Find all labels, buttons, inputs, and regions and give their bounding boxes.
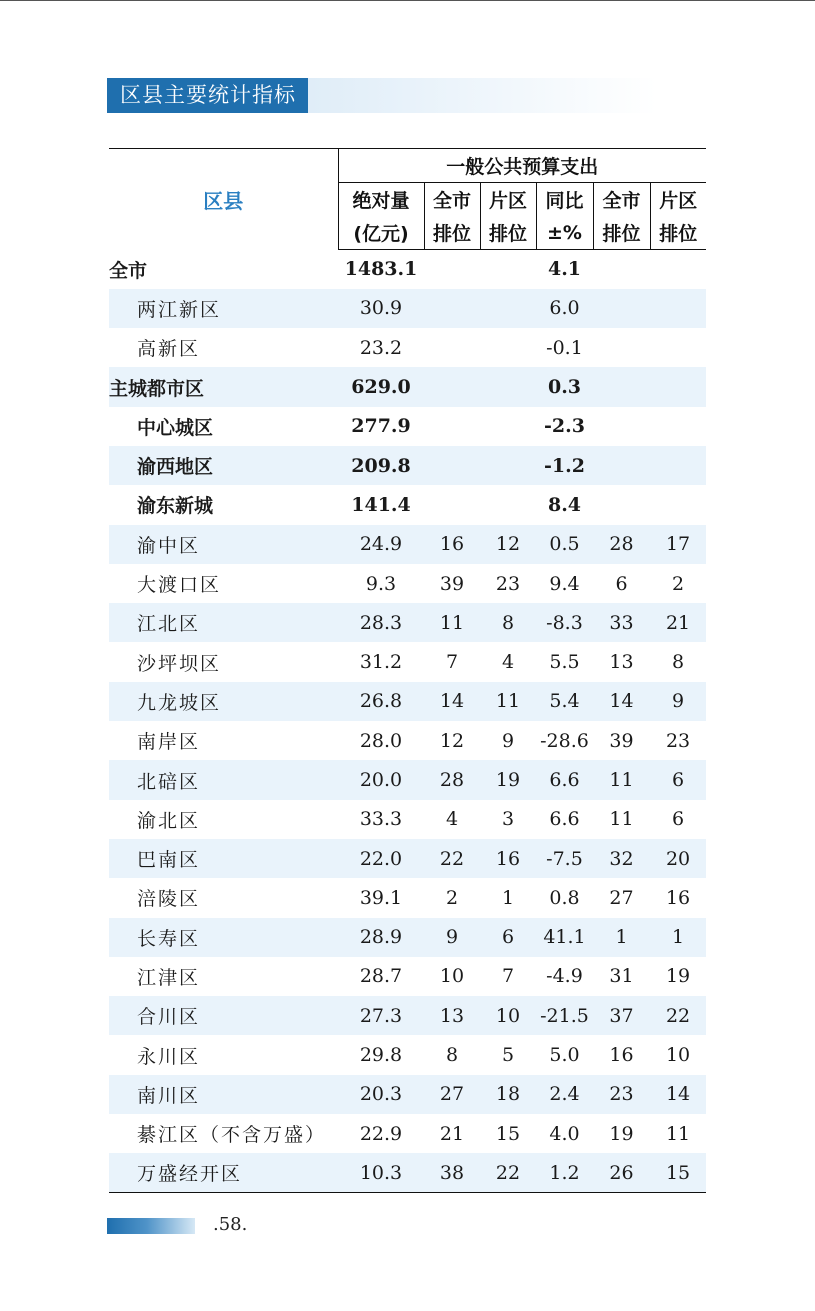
yoy-value: 6.0 (549, 297, 580, 320)
yoy-city-rank (593, 485, 650, 524)
city-rank (424, 289, 480, 328)
header-region-rank-l2: 排位 (480, 216, 536, 250)
region-rank: 22 (495, 1161, 521, 1184)
table-row (109, 1075, 706, 1114)
abs-value: 23.2 (359, 336, 403, 359)
city-rank: 22 (439, 847, 465, 870)
abs-value: 28.3 (359, 611, 403, 634)
county-name: 綦江区（不含万盛） (137, 1124, 327, 1147)
yoy-region-rank (650, 328, 706, 367)
city-rank (424, 367, 480, 406)
table-row (109, 525, 706, 564)
yoy-region-rank: 8 (671, 651, 685, 674)
yoy-region-rank: 11 (665, 1122, 691, 1145)
yoy-city-rank: 31 (609, 965, 634, 988)
region-rank: 18 (495, 1083, 521, 1106)
table-row (109, 407, 706, 446)
abs-value: 1483.1 (344, 258, 418, 281)
yoy-value: 0.3 (547, 376, 582, 399)
yoy-value: -28.6 (540, 729, 589, 752)
header-yoy-region-rank-l2: 排位 (650, 216, 706, 250)
yoy-region-rank: 10 (665, 1044, 691, 1067)
abs-value: 629.0 (351, 376, 411, 399)
table-row (109, 1035, 706, 1074)
yoy-city-rank: 37 (609, 1004, 634, 1027)
yoy-city-rank (593, 250, 650, 289)
header-city-rank-l1: 全市 (424, 183, 480, 217)
page-title: 区县主要统计指标 (107, 78, 308, 113)
city-rank: 9 (445, 926, 459, 949)
county-name: 两江新区 (137, 298, 222, 321)
yoy-value: -2.3 (544, 415, 585, 438)
city-rank: 16 (439, 533, 465, 556)
region-rank: 9 (501, 729, 515, 752)
city-rank: 28 (439, 769, 465, 791)
yoy-value: -21.5 (540, 1004, 589, 1027)
yoy-value: -4.9 (546, 965, 583, 988)
table-row (109, 721, 706, 760)
county-name: 合川区 (137, 1006, 201, 1029)
yoy-region-rank (650, 446, 706, 485)
county-name: 渝东新城 (137, 495, 214, 518)
region-rank (480, 250, 536, 289)
county-name: 巴南区 (137, 849, 201, 872)
header-yoy-l2: ±% (536, 216, 593, 250)
region-rank: 8 (501, 611, 515, 634)
table-row (109, 878, 706, 917)
abs-value: 22.9 (359, 1122, 403, 1145)
county-name: 南川区 (137, 1084, 201, 1107)
table-row (109, 760, 706, 799)
yoy-region-rank (650, 289, 706, 328)
yoy-city-rank (593, 407, 650, 446)
region-rank: 16 (495, 847, 521, 870)
city-rank: 21 (439, 1122, 465, 1145)
region-rank: 5 (501, 1044, 515, 1067)
yoy-city-rank: 32 (609, 847, 634, 870)
yoy-city-rank: 26 (609, 1161, 634, 1184)
city-rank: 39 (439, 572, 465, 595)
table-row (109, 1114, 706, 1153)
yoy-region-rank: 1 (671, 926, 685, 949)
city-rank: 27 (439, 1083, 465, 1106)
yoy-value: 4.0 (549, 1122, 580, 1145)
yoy-value: 5.5 (549, 651, 580, 674)
abs-value: 27.3 (359, 1004, 403, 1027)
abs-value: 22.0 (359, 847, 403, 870)
header-region-rank-l1: 片区 (480, 183, 536, 217)
county-name: 南岸区 (137, 731, 201, 754)
yoy-region-rank: 21 (665, 611, 691, 634)
county-name: 北碚区 (137, 770, 201, 793)
abs-value: 209.8 (351, 454, 411, 477)
table-row (109, 289, 706, 328)
abs-value: 33.3 (359, 808, 403, 831)
abs-value: 31.2 (359, 651, 403, 674)
yoy-city-rank: 1 (615, 926, 628, 949)
yoy-value: 9.4 (549, 572, 580, 595)
header-yoy-region-rank-l1: 片区 (650, 183, 706, 217)
region-rank (480, 407, 536, 446)
yoy-city-rank: 23 (609, 1083, 634, 1106)
region-rank: 19 (495, 769, 521, 791)
table-row (109, 996, 706, 1035)
yoy-value: 2.4 (549, 1083, 580, 1106)
yoy-value: 4.1 (547, 258, 582, 281)
yoy-city-rank: 11 (609, 808, 634, 831)
region-rank: 3 (501, 808, 515, 831)
header-budget-expenditure: 一般公共预算支出 (338, 149, 706, 183)
county-name: 主城都市区 (109, 377, 205, 400)
abs-value: 28.9 (359, 926, 403, 949)
region-rank (480, 485, 536, 524)
region-rank: 6 (501, 926, 515, 949)
header-county: 区县 (109, 149, 338, 250)
yoy-city-rank: 39 (609, 729, 634, 752)
county-name: 中心城区 (137, 416, 214, 439)
city-rank: 13 (439, 1004, 465, 1027)
city-rank: 4 (445, 808, 459, 831)
header-abs-l2: (亿元) (338, 216, 424, 250)
region-rank: 15 (495, 1122, 521, 1145)
yoy-region-rank: 16 (665, 886, 691, 909)
yoy-city-rank: 27 (609, 886, 634, 909)
region-rank: 12 (495, 533, 521, 556)
yoy-value: 8.4 (547, 493, 582, 516)
header-abs-l1: 绝对量 (352, 190, 410, 212)
county-name: 长寿区 (137, 927, 201, 950)
yoy-region-rank: 23 (665, 729, 691, 752)
yoy-region-rank: 17 (665, 533, 691, 556)
yoy-value: 6.6 (549, 808, 580, 831)
yoy-region-rank: 15 (665, 1161, 691, 1184)
yoy-region-rank: 22 (665, 1004, 691, 1027)
abs-value: 30.9 (359, 297, 403, 320)
county-name: 渝中区 (137, 534, 201, 557)
yoy-value: 5.4 (549, 690, 580, 713)
abs-value: 26.8 (359, 690, 403, 713)
county-name: 永川区 (137, 1045, 201, 1068)
abs-value: 141.4 (351, 493, 411, 516)
yoy-region-rank: 9 (671, 690, 685, 713)
yoy-value: -8.3 (546, 611, 583, 634)
page-number: .58. (213, 1214, 248, 1235)
table-row (109, 328, 706, 367)
region-rank: 1 (501, 886, 515, 909)
city-rank (424, 446, 480, 485)
top-rule (0, 0, 815, 1)
table-row (109, 800, 706, 839)
yoy-value: -7.5 (546, 847, 583, 870)
yoy-value: -0.1 (546, 336, 583, 359)
header-yoy-l1: 同比 (536, 183, 593, 217)
county-name: 渝北区 (137, 809, 201, 832)
city-rank: 7 (445, 651, 459, 674)
table-row (109, 682, 706, 721)
region-rank: 11 (495, 690, 521, 713)
yoy-city-rank: 33 (609, 611, 634, 634)
county-name: 江北区 (137, 613, 201, 636)
county-name: 万盛经开区 (137, 1163, 243, 1186)
yoy-city-rank (593, 446, 650, 485)
region-rank (480, 289, 536, 328)
region-rank (480, 446, 536, 485)
city-rank: 2 (445, 886, 459, 909)
city-rank: 38 (439, 1161, 465, 1184)
yoy-region-rank (650, 407, 706, 446)
county-name: 渝西地区 (137, 456, 214, 479)
header-city-rank-l2: 排位 (424, 216, 480, 250)
table-row (109, 918, 706, 957)
yoy-city-rank (593, 367, 650, 406)
statistics-table (109, 148, 706, 1193)
yoy-city-rank (593, 328, 650, 367)
table-row (109, 367, 706, 406)
yoy-value: 41.1 (543, 926, 586, 949)
yoy-value: 0.8 (549, 886, 580, 909)
table-row (109, 642, 706, 681)
region-rank: 4 (501, 651, 515, 674)
yoy-city-rank: 28 (609, 533, 634, 556)
table-row (109, 485, 706, 524)
yoy-value: -1.2 (544, 454, 585, 477)
region-rank (480, 328, 536, 367)
yoy-value: 0.5 (549, 533, 580, 556)
region-rank: 23 (495, 572, 521, 595)
yoy-city-rank: 19 (609, 1122, 634, 1145)
city-rank: 14 (439, 690, 465, 713)
county-name: 沙坪坝区 (137, 652, 222, 675)
abs-value: 20.3 (359, 1083, 403, 1106)
city-rank: 12 (439, 729, 465, 752)
region-rank: 7 (501, 965, 515, 988)
abs-value: 277.9 (351, 415, 411, 438)
city-rank: 8 (445, 1044, 459, 1067)
city-rank: 10 (439, 965, 465, 988)
region-rank (480, 367, 536, 406)
abs-value: 39.1 (359, 886, 403, 909)
city-rank: 11 (439, 611, 465, 634)
county-name: 全市 (109, 259, 148, 282)
yoy-city-rank: 11 (609, 769, 634, 791)
yoy-region-rank (650, 250, 706, 289)
table-row (109, 250, 706, 289)
region-rank: 10 (495, 1004, 521, 1027)
footer-bar (107, 1218, 195, 1234)
yoy-value: 1.2 (549, 1161, 580, 1184)
yoy-city-rank: 16 (609, 1044, 634, 1067)
yoy-city-rank: 14 (609, 690, 634, 713)
county-name: 高新区 (137, 338, 201, 361)
yoy-region-rank: 2 (671, 572, 685, 595)
yoy-city-rank (593, 289, 650, 328)
city-rank (424, 250, 480, 289)
abs-value: 24.9 (359, 533, 403, 556)
yoy-region-rank: 6 (671, 808, 685, 831)
county-name: 九龙坡区 (137, 691, 222, 714)
yoy-region-rank (650, 485, 706, 524)
yoy-city-rank: 6 (615, 572, 628, 595)
abs-value: 9.3 (365, 572, 397, 595)
county-name: 大渡口区 (137, 574, 222, 597)
yoy-region-rank: 6 (671, 769, 685, 791)
yoy-city-rank: 13 (609, 651, 634, 674)
yoy-region-rank: 14 (665, 1083, 691, 1106)
abs-value: 29.8 (359, 1044, 403, 1067)
table-row (109, 564, 706, 603)
yoy-region-rank: 19 (665, 965, 691, 988)
city-rank (424, 328, 480, 367)
yoy-region-rank: 20 (665, 847, 691, 870)
county-name: 江津区 (137, 966, 201, 989)
city-rank (424, 407, 480, 446)
abs-value: 28.0 (359, 729, 403, 752)
header-yoy-city-rank-l2: 排位 (593, 216, 650, 250)
abs-value: 20.0 (359, 769, 403, 791)
table-row (109, 603, 706, 642)
yoy-region-rank (650, 367, 706, 406)
table-row (109, 957, 706, 996)
table-row (109, 446, 706, 485)
table-row (109, 839, 706, 878)
header-yoy-city-rank-l1: 全市 (593, 183, 650, 217)
city-rank (424, 485, 480, 524)
abs-value: 10.3 (359, 1161, 403, 1184)
table-row (109, 1153, 706, 1192)
yoy-value: 6.6 (549, 769, 580, 791)
county-name: 涪陵区 (137, 888, 201, 911)
abs-value: 28.7 (359, 965, 403, 988)
yoy-value: 5.0 (549, 1044, 580, 1067)
